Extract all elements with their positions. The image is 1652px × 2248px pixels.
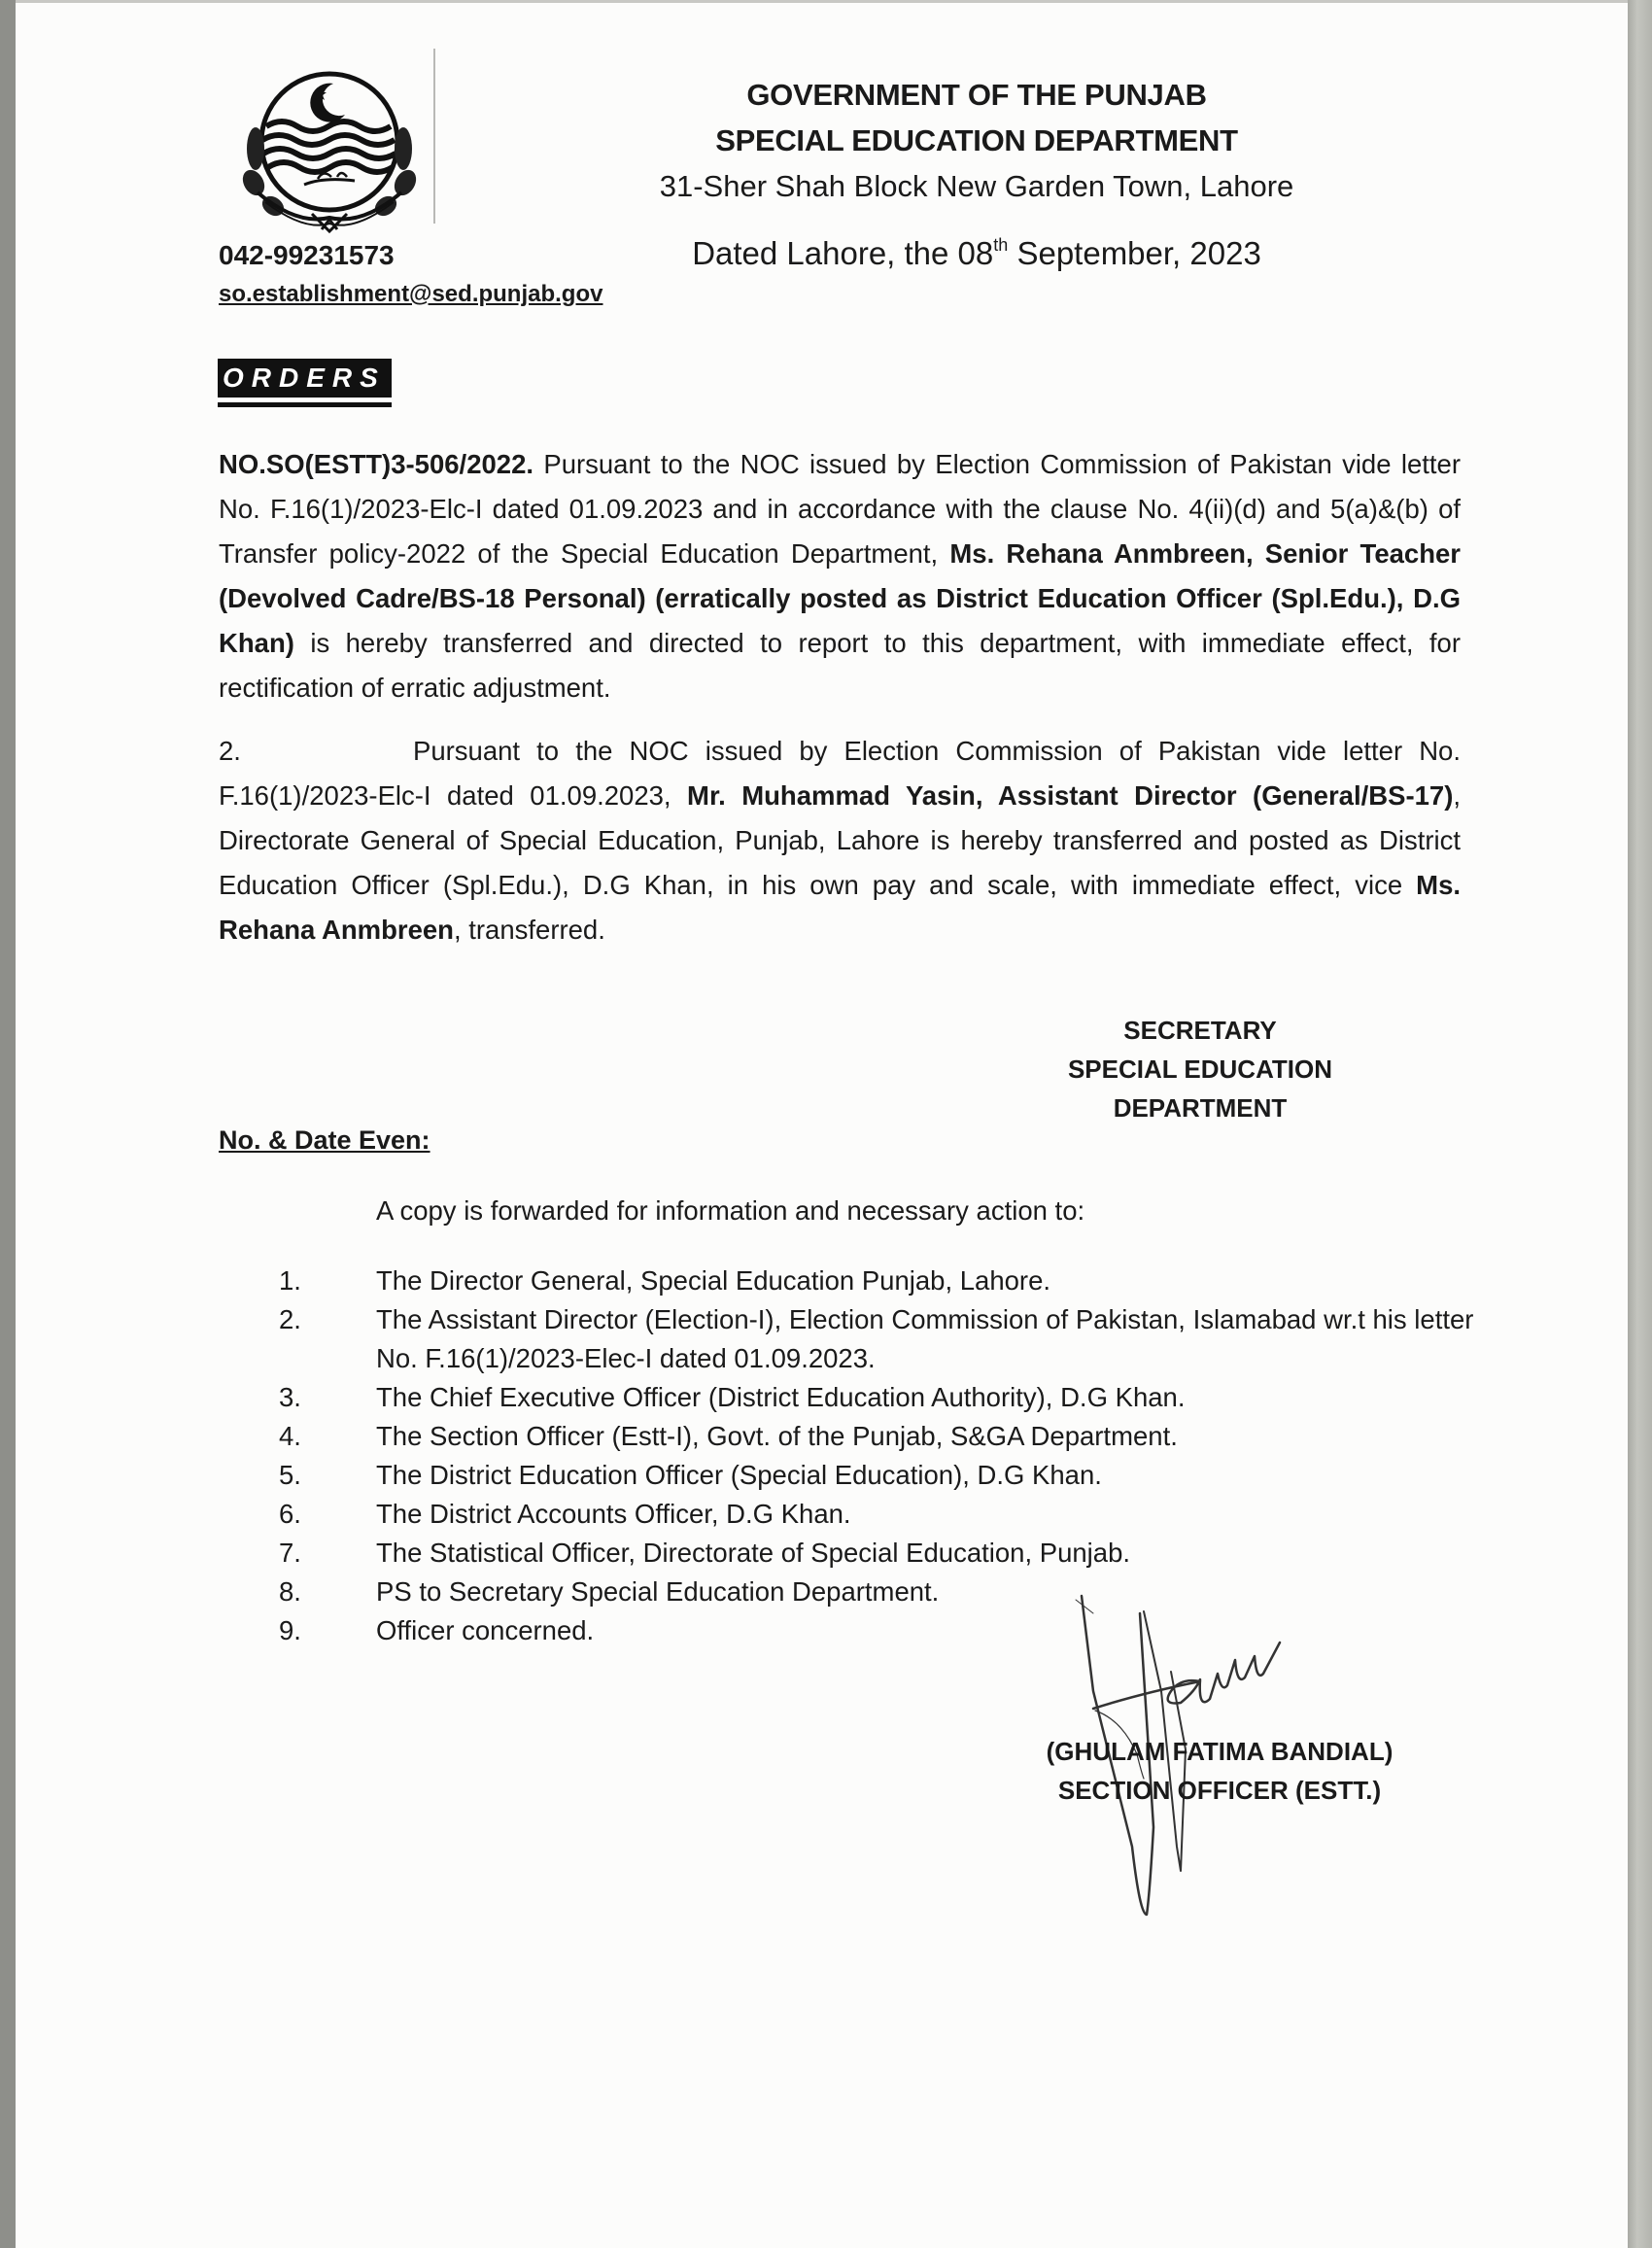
list-item [219, 1417, 1521, 1456]
list-item [219, 1262, 1521, 1300]
list-item [219, 1378, 1521, 1417]
secretary-line-3: DEPARTMENT [1113, 1093, 1288, 1123]
date-ordinal: th [993, 235, 1009, 255]
date-rest: September, 2023 [1008, 235, 1261, 271]
list-item [219, 1300, 1521, 1378]
list-item [219, 1456, 1521, 1495]
list-item [219, 1495, 1521, 1534]
list-item-text: The Statistical Officer, Directorate of Special Education, Punjab. [376, 1538, 1131, 1568]
phone-number: 042-99231573 [219, 240, 395, 270]
department-address: 31-Sher Shah Block New Garden Town, Lahore [659, 169, 1294, 203]
paragraph2-text-e: , transferred. [453, 915, 605, 945]
orders-heading: ORDERS [218, 359, 392, 402]
paragraph1-text-c: is hereby transferred and directed to report to this department, with immediate effect, for rectification of erratic adjustment. [219, 628, 1461, 703]
list-item-number: 4. [279, 1421, 301, 1451]
paragraph2-officer-details: Mr. Muhammad Yasin, Assistant Director (General/BS-17) [687, 780, 1454, 811]
list-item-text: The District Education Officer (Special Education), D.G Khan. [376, 1460, 1102, 1490]
list-item-number: 2. [279, 1304, 301, 1334]
date-prefix: Dated Lahore, the 08 [692, 235, 994, 271]
list-item-number: 7. [279, 1538, 301, 1568]
department-title: SPECIAL EDUCATION DEPARTMENT [715, 123, 1238, 157]
scan-border-top [16, 0, 1628, 3]
letter-date [583, 235, 1370, 272]
scan-border-right [1628, 0, 1652, 2248]
order-paragraph-1 [219, 442, 1461, 710]
list-item-number: 3. [279, 1382, 301, 1412]
order-paragraph-2 [219, 729, 1461, 952]
list-item-text: Officer concerned. [376, 1615, 595, 1645]
paragraph1-officer-details: Ms. Rehana Anmbreen, Senior Teacher (Devolved Cadre/BS-18 Personal) (erratically posted as District Education Officer (Spl.Edu.), D.G Khan) [219, 538, 1461, 658]
list-item-text: The Director General, Special Education Punjab, Lahore. [376, 1265, 1051, 1296]
secretary-line-2: SPECIAL EDUCATION [1067, 1055, 1333, 1084]
government-of-punjab-emblem-icon [236, 56, 423, 237]
list-item-number: 1. [279, 1265, 301, 1296]
secretary-block [1001, 1011, 1399, 1127]
list-item-text: The Assistant Director (Election-I), Election Commission of Pakistan, Islamabad wr.t his letter No. F.16(1)/2023-Elec-I dated 01.09.2023. [376, 1304, 1474, 1373]
government-title: GOVERNMENT OF THE PUNJAB [746, 78, 1207, 112]
list-item-text: The Section Officer (Estt-I), Govt. of the Punjab, S&GA Department. [376, 1421, 1178, 1451]
list-item [219, 1534, 1521, 1573]
no-date-even-label: No. & Date Even: [219, 1125, 430, 1155]
paragraph1-text-a: Pursuant to the NOC issued by Election Commission of Pakistan vide letter No. F.16(1)/2023-Elc-I dated 01.09.2023 and in accordance with the clause No. 4(ii)(d) and 5(a)&(b) of Transfer policy-2022 of the Special Education Department, [219, 449, 1461, 569]
email-link[interactable]: so.establishment@sed.punjab.gov [219, 281, 603, 307]
paragraph-number: 2. [219, 736, 241, 766]
list-item-text: PS to Secretary Special Education Department. [376, 1576, 940, 1607]
scan-border-left [0, 0, 16, 2248]
list-item-number: 5. [279, 1460, 301, 1490]
signatory-designation: SECTION OFFICER (ESTT.) [1057, 1776, 1382, 1805]
order-reference-number: NO.SO(ESTT)3-506/2022. [219, 449, 534, 479]
paragraph2-text-a: Pursuant to the NOC issued by Election Commission of Pakistan vide letter No. F.16(1)/2023-Elc-I dated 01.09.2023, [219, 736, 1461, 811]
paragraph2-vice-name: Ms. Rehana Anmbreen [219, 870, 1461, 945]
list-item-number: 9. [279, 1615, 301, 1645]
list-item-number: 8. [279, 1576, 301, 1607]
list-item-text: The Chief Executive Officer (District Education Authority), D.G Khan. [376, 1382, 1186, 1412]
header-divider [433, 49, 435, 224]
copy-forwarded-intro: A copy is forwarded for information and necessary action to: [376, 1195, 1085, 1226]
list-item-text: The District Accounts Officer, D.G Khan. [376, 1499, 851, 1529]
paragraph2-text-c: , Directorate General of Special Education, Punjab, Lahore is hereby transferred and posted as District Education Officer (Spl.Edu.), D.G Khan, in his own pay and scale, with immediate effect, vice [219, 780, 1462, 900]
signatory-name: (GHULAM FATIMA BANDIAL) [1046, 1737, 1394, 1766]
list-item-number: 6. [279, 1499, 301, 1529]
secretary-line-1: SECRETARY [1123, 1016, 1277, 1045]
